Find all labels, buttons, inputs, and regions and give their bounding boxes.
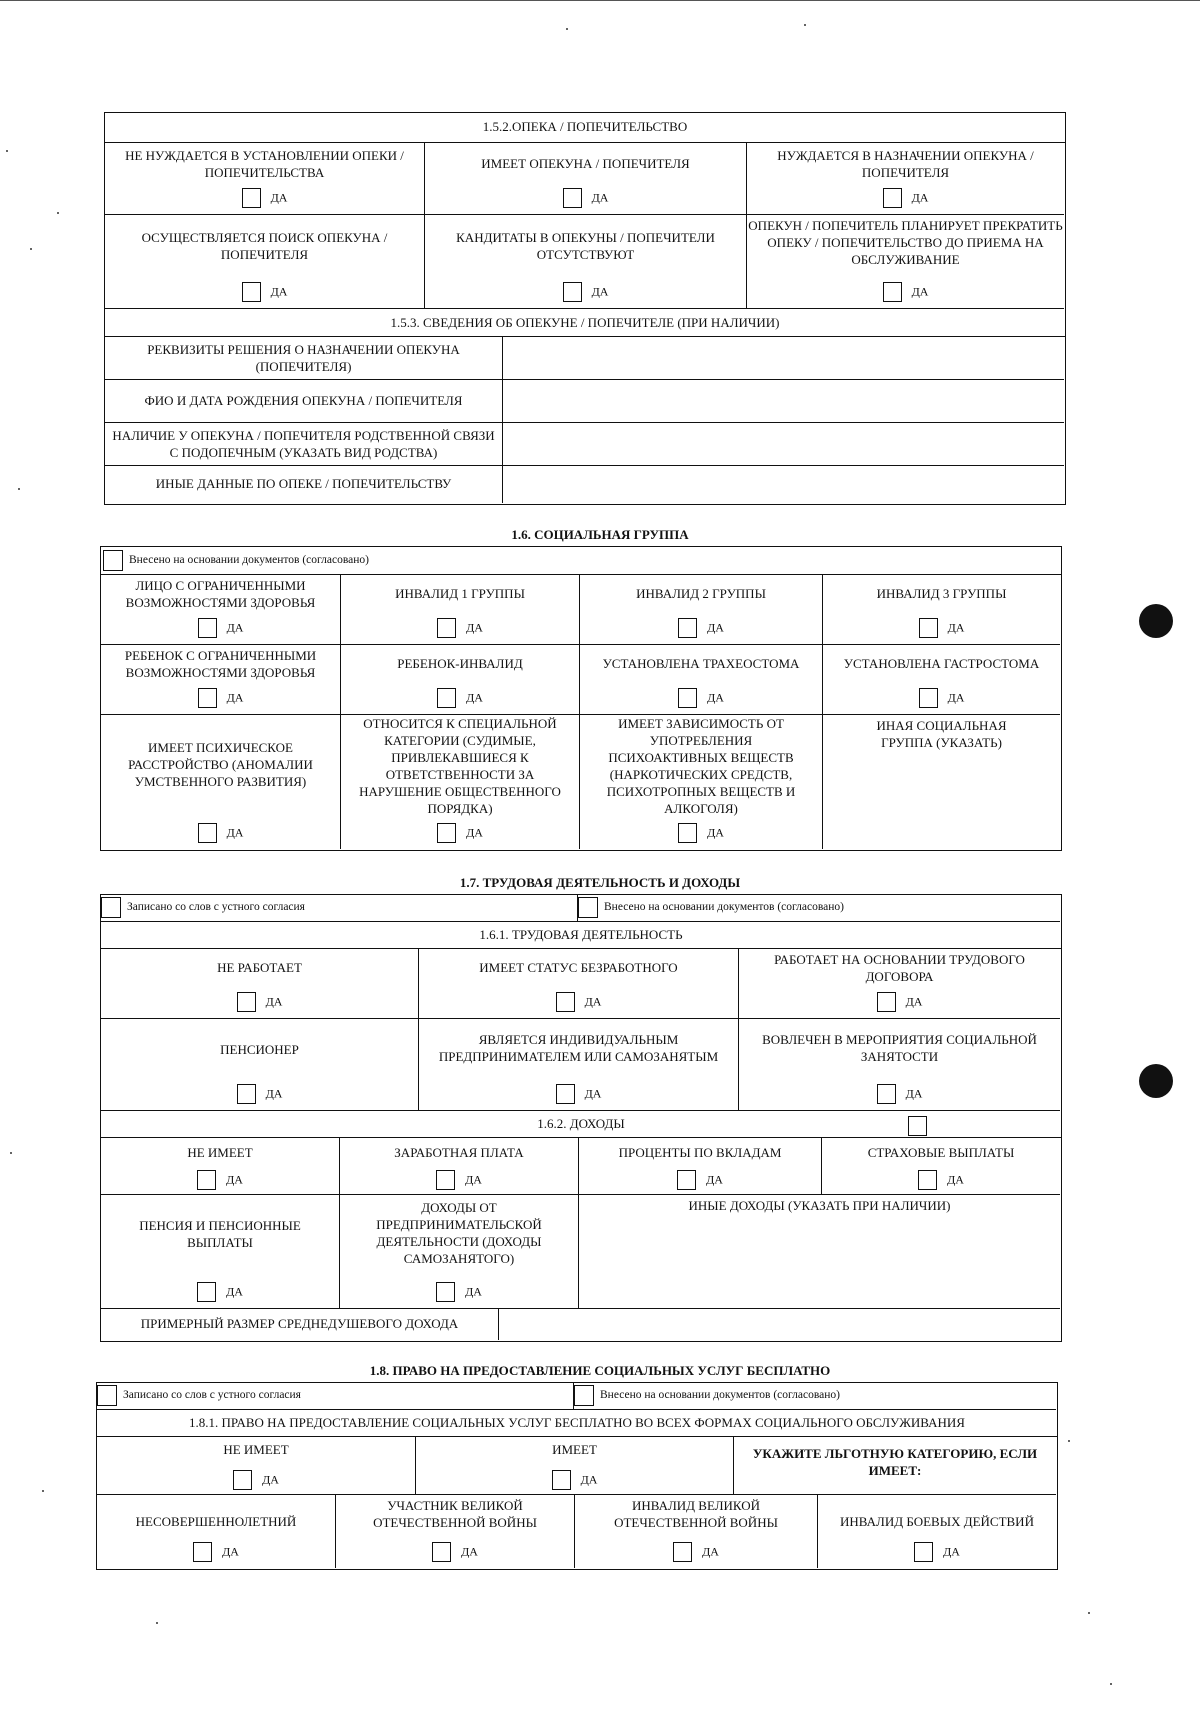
social-group-table <box>100 546 1062 851</box>
work-note-documented: Внесено на основании документов (согласовано) <box>578 895 1060 922</box>
checkbox-income-deposit-interest[interactable] <box>677 1170 696 1190</box>
speck <box>156 1622 158 1624</box>
checkbox-not-needed[interactable] <box>242 188 261 208</box>
free-cell-category-prompt: УКАЖИТЕ ЛЬГОТНУЮ КАТЕГОРИЮ, ЕСЛИ ИМЕЕТ: <box>734 1437 1056 1495</box>
free-note-documented: Внесено на основании документов (согласовано) <box>574 1383 1056 1410</box>
free-cell-minor: НЕСОВЕРШЕННОЛЕТНИЙ ДА <box>97 1495 336 1568</box>
checkbox-self-employed[interactable] <box>556 1084 575 1104</box>
avg-income-field[interactable] <box>499 1309 1060 1340</box>
work-cell-self-employed: ЯВЛЯЕТСЯ ИНДИВИДУАЛЬНЫМ ПРЕДПРИНИМАТЕЛЕМ ИЛИ САМОЗАНЯТЫМ ДА <box>419 1019 739 1111</box>
subsection-title-free-services: 1.8.1. ПРАВО НА ПРЕДОСТАВЛЕНИЕ СОЦИАЛЬНЫХ УСЛУГ БЕСПЛАТНО ВО ВСЕХ ФОРМАХ СОЦИАЛЬНОГО ОБСЛУЖИВАНИЯ <box>97 1410 1057 1437</box>
checkbox-minor[interactable] <box>193 1542 212 1562</box>
checkbox-combat-disabled[interactable] <box>914 1542 933 1562</box>
guardian-info-label-name: ФИО И ДАТА РОЖДЕНИЯ ОПЕКУНА / ПОПЕЧИТЕЛЯ <box>105 380 503 423</box>
checkbox-free-entitled[interactable] <box>552 1470 571 1490</box>
social-cell-disabled-2: ИНВАЛИД 2 ГРУППЫ ДА <box>580 575 823 645</box>
guardian-info-field-decision[interactable] <box>503 337 1064 380</box>
section-title-guardianship: 1.5.2.ОПЕКА / ПОПЕЧИТЕЛЬСТВО <box>105 113 1065 143</box>
checkbox-free-not-entitled[interactable] <box>233 1470 252 1490</box>
guardianship-cell-plans-terminate: ОПЕКУН / ПОПЕЧИТЕЛЬ ПЛАНИРУЕТ ПРЕКРАТИТЬ ОПЕКУ / ПОПЕЧИТЕЛЬСТВО ДО ПРИЕМА НА ОБСЛУЖИВАНИЕ ДА <box>747 215 1064 309</box>
speck <box>57 212 59 214</box>
subsection-title-income: 1.6.2. ДОХОДЫ <box>101 1111 1061 1138</box>
speck <box>1088 1612 1090 1614</box>
checkbox-limited-health[interactable] <box>198 618 217 638</box>
checkbox-disabled-1[interactable] <box>437 618 456 638</box>
checkbox-ww2-participant[interactable] <box>432 1542 451 1562</box>
social-cell-disabled-1: ИНВАЛИД 1 ГРУППЫ ДА <box>341 575 580 645</box>
checkbox-income-none[interactable] <box>197 1170 216 1190</box>
speck <box>1110 1683 1112 1685</box>
speck <box>18 488 20 490</box>
free-cell-combat-disabled: ИНВАЛИД БОЕВЫХ ДЕЙСТВИЙ ДА <box>818 1495 1056 1568</box>
speck <box>1068 1440 1070 1442</box>
checkbox-social-documented[interactable] <box>103 550 123 571</box>
social-cell-tracheostomy: УСТАНОВЛЕНА ТРАХЕОСТОМА ДА <box>580 645 823 715</box>
income-cell-none: НЕ ИМЕЕТ ДА <box>101 1138 340 1195</box>
checkbox-social-employment[interactable] <box>877 1084 896 1104</box>
checkbox-ww2-disabled[interactable] <box>673 1542 692 1562</box>
checkbox-unemployed-status[interactable] <box>556 992 575 1012</box>
checkbox-employment-contract[interactable] <box>877 992 896 1012</box>
checkbox-special-category[interactable] <box>437 823 456 843</box>
guardianship-cell-needs-appointment: НУЖДАЕТСЯ В НАЗНАЧЕНИИ ОПЕКУНА / ПОПЕЧИТЕЛЯ ДА <box>747 143 1064 215</box>
checkbox-income-section[interactable] <box>908 1116 927 1136</box>
work-cell-employment-contract: РАБОТАЕТ НА ОСНОВАНИИ ТРУДОВОГО ДОГОВОРА ДА <box>739 949 1060 1019</box>
section-title-guardian-info: 1.5.3. СВЕДЕНИЯ ОБ ОПЕКУНЕ / ПОПЕЧИТЕЛЕ (ПРИ НАЛИЧИИ) <box>105 309 1065 337</box>
guardianship-cell-no-candidates: КАНДИТАТЫ В ОПЕКУНЫ / ПОПЕЧИТЕЛИ ОТСУТСТВУЮТ ДА <box>425 215 747 309</box>
checkbox-disabled-child[interactable] <box>437 688 456 708</box>
guardianship-cell-search: ОСУЩЕСТВЛЯЕТСЯ ПОИСК ОПЕКУНА / ПОПЕЧИТЕЛЯ ДА <box>105 215 425 309</box>
income-cell-business: ДОХОДЫ ОТ ПРЕДПРИНИМАТЕЛЬСКОЙ ДЕЯТЕЛЬНОСТИ (ДОХОДЫ САМОЗАНЯТОГО) ДА <box>340 1195 579 1309</box>
social-cell-other-group[interactable]: ИНАЯ СОЦИАЛЬНАЯ ГРУППА (УКАЗАТЬ) <box>876 718 1007 750</box>
checkbox-needs-appointment[interactable] <box>883 188 902 208</box>
social-cell-limited-health: ЛИЦО С ОГРАНИЧЕННЫМИ ВОЗМОЖНОСТЯМИ ЗДОРОВЬЯ ДА <box>101 575 341 645</box>
income-cell-salary: ЗАРАБОТНАЯ ПЛАТА ДА <box>340 1138 579 1195</box>
checkbox-mental-disorder[interactable] <box>198 823 217 843</box>
social-cell-gastrostomy: УСТАНОВЛЕНА ГАСТРОСТОМА ДА <box>823 645 1060 715</box>
guardian-info-label-kinship: НАЛИЧИЕ У ОПЕКУНА / ПОПЕЧИТЕЛЯ РОДСТВЕННОЙ СВЯЗИ С ПОДОПЕЧНЫМ (УКАЗАТЬ ВИД РОДСТВА) <box>105 423 503 466</box>
checkbox-has-guardian[interactable] <box>563 188 582 208</box>
guardian-info-field-kinship[interactable] <box>503 423 1064 466</box>
checkbox-work-verbal[interactable] <box>101 897 121 918</box>
section-title-free-services: 1.8. ПРАВО НА ПРЕДОСТАВЛЕНИЕ СОЦИАЛЬНЫХ УСЛУГ БЕСПЛАТНО <box>369 1363 831 1378</box>
checkbox-work-documented[interactable] <box>578 897 598 918</box>
avg-income-label: ПРИМЕРНЫЙ РАЗМЕР СРЕДНЕДУШЕВОГО ДОХОДА <box>101 1309 499 1340</box>
social-cell-disabled-3: ИНВАЛИД 3 ГРУППЫ ДА <box>823 575 1060 645</box>
checkbox-income-insurance[interactable] <box>918 1170 937 1190</box>
free-note-verbal: Записано со слов с устного согласия <box>97 1383 574 1410</box>
guardian-info-label-other: ИНЫЕ ДАННЫЕ ПО ОПЕКЕ / ПОПЕЧИТЕЛЬСТВУ <box>105 466 503 503</box>
speck <box>566 28 568 30</box>
checkbox-free-documented[interactable] <box>574 1385 594 1406</box>
checkbox-plans-terminate[interactable] <box>883 282 902 302</box>
checkbox-unemployed[interactable] <box>237 992 256 1012</box>
checkbox-gastrostomy[interactable] <box>919 688 938 708</box>
checkbox-disabled-2[interactable] <box>678 618 697 638</box>
guardianship-cell-not-needed: НЕ НУЖДАЕТСЯ В УСТАНОВЛЕНИИ ОПЕКИ / ПОПЕЧИТЕЛЬСТВА ДА <box>105 143 425 215</box>
social-cell-special-category: ОТНОСИТСЯ К СПЕЦИАЛЬНОЙ КАТЕГОРИИ (СУДИМЫЕ, ПРИВЛЕКАВШИЕСЯ К ОТВЕТСТВЕННОСТИ ЗА НАРУШЕНИЕ ОБЩЕСТВЕННОГО ПОРЯДКА) ДА <box>341 715 580 849</box>
checkbox-income-salary[interactable] <box>436 1170 455 1190</box>
guardianship-cell-has-guardian: ИМЕЕТ ОПЕКУНА / ПОПЕЧИТЕЛЯ ДА <box>425 143 747 215</box>
hole-punch-top <box>1139 604 1173 638</box>
checkbox-tracheostomy[interactable] <box>678 688 697 708</box>
free-cell-ww2-participant: УЧАСТНИК ВЕЛИКОЙ ОТЕЧЕСТВЕННОЙ ВОЙНЫ ДА <box>336 1495 575 1568</box>
speck <box>42 1490 44 1492</box>
guardian-info-field-name[interactable] <box>503 380 1064 423</box>
income-cell-other[interactable]: ИНЫЕ ДОХОДЫ (УКАЗАТЬ ПРИ НАЛИЧИИ) <box>579 1195 1060 1309</box>
work-cell-unemployed-status: ИМЕЕТ СТАТУС БЕЗРАБОТНОГО ДА <box>419 949 739 1019</box>
social-cell-child-limited-health: РЕБЕНОК С ОГРАНИЧЕННЫМИ ВОЗМОЖНОСТЯМИ ЗДОРОВЬЯ ДА <box>101 645 341 715</box>
income-cell-insurance: СТРАХОВЫЕ ВЫПЛАТЫ ДА <box>822 1138 1060 1195</box>
work-income-table <box>100 894 1062 1342</box>
work-cell-pensioner: ПЕНСИОНЕР ДА <box>101 1019 419 1111</box>
speck <box>804 24 806 26</box>
income-cell-deposit-interest: ПРОЦЕНТЫ ПО ВКЛАДАМ ДА <box>579 1138 822 1195</box>
free-cell-ww2-disabled: ИНВАЛИД ВЕЛИКОЙ ОТЕЧЕСТВЕННОЙ ВОЙНЫ ДА <box>575 1495 818 1568</box>
guardianship-table <box>104 112 1066 505</box>
social-cell-substance-dependence: ИМЕЕТ ЗАВИСИМОСТЬ ОТ УПОТРЕБЛЕНИЯ ПСИХОАКТИВНЫХ ВЕЩЕСТВ (НАРКОТИЧЕСКИХ СРЕДСТВ, ПСИХОТРОПНЫХ ВЕЩЕСТВ И АЛКОГОЛЯ) ДА <box>580 715 823 849</box>
subsection-title-employment: 1.6.1. ТРУДОВАЯ ДЕЯТЕЛЬНОСТЬ <box>101 922 1061 949</box>
checkbox-no-candidates[interactable] <box>563 282 582 302</box>
section-title-work-income: 1.7. ТРУДОВАЯ ДЕЯТЕЛЬНОСТЬ И ДОХОДЫ <box>459 875 741 890</box>
checkbox-income-pension[interactable] <box>197 1282 216 1302</box>
section-title-social-group: 1.6. СОЦИАЛЬНАЯ ГРУППА <box>511 527 689 542</box>
checkbox-income-business[interactable] <box>436 1282 455 1302</box>
free-cell-not-entitled: НЕ ИМЕЕТ ДА <box>97 1437 416 1495</box>
guardian-info-label-decision: РЕКВИЗИТЫ РЕШЕНИЯ О НАЗНАЧЕНИИ ОПЕКУНА (ПОПЕЧИТЕЛЯ) <box>105 337 503 380</box>
work-note-verbal: Записано со слов с устного согласия <box>101 895 578 922</box>
income-cell-pension: ПЕНСИЯ И ПЕНСИОННЫЕ ВЫПЛАТЫ ДА <box>101 1195 340 1309</box>
work-cell-social-employment: ВОВЛЕЧЕН В МЕРОПРИЯТИЯ СОЦИАЛЬНОЙ ЗАНЯТОСТИ ДА <box>739 1019 1060 1111</box>
free-services-table <box>96 1382 1058 1570</box>
social-group-note: Внесено на основании документов (согласовано) <box>101 547 1061 575</box>
checkbox-search[interactable] <box>242 282 261 302</box>
checkbox-disabled-3[interactable] <box>919 618 938 638</box>
work-cell-unemployed: НЕ РАБОТАЕТ ДА <box>101 949 419 1019</box>
checkbox-child-limited-health[interactable] <box>198 688 217 708</box>
speck <box>10 1152 12 1154</box>
checkbox-pensioner[interactable] <box>237 1084 256 1104</box>
checkbox-free-verbal[interactable] <box>97 1385 117 1406</box>
social-cell-mental-disorder: ИМЕЕТ ПСИХИЧЕСКОЕ РАССТРОЙСТВО (АНОМАЛИИ УМСТВЕННОГО РАЗВИТИЯ) ДА <box>101 715 341 849</box>
speck <box>6 150 8 152</box>
hole-punch-bottom <box>1139 1064 1173 1098</box>
speck <box>30 248 32 250</box>
social-cell-disabled-child: РЕБЕНОК-ИНВАЛИД ДА <box>341 645 580 715</box>
top-edge-line <box>0 0 1200 1</box>
checkbox-substance-dependence[interactable] <box>678 823 697 843</box>
guardian-info-field-other[interactable] <box>503 466 1064 503</box>
free-cell-entitled: ИМЕЕТ ДА <box>416 1437 734 1495</box>
